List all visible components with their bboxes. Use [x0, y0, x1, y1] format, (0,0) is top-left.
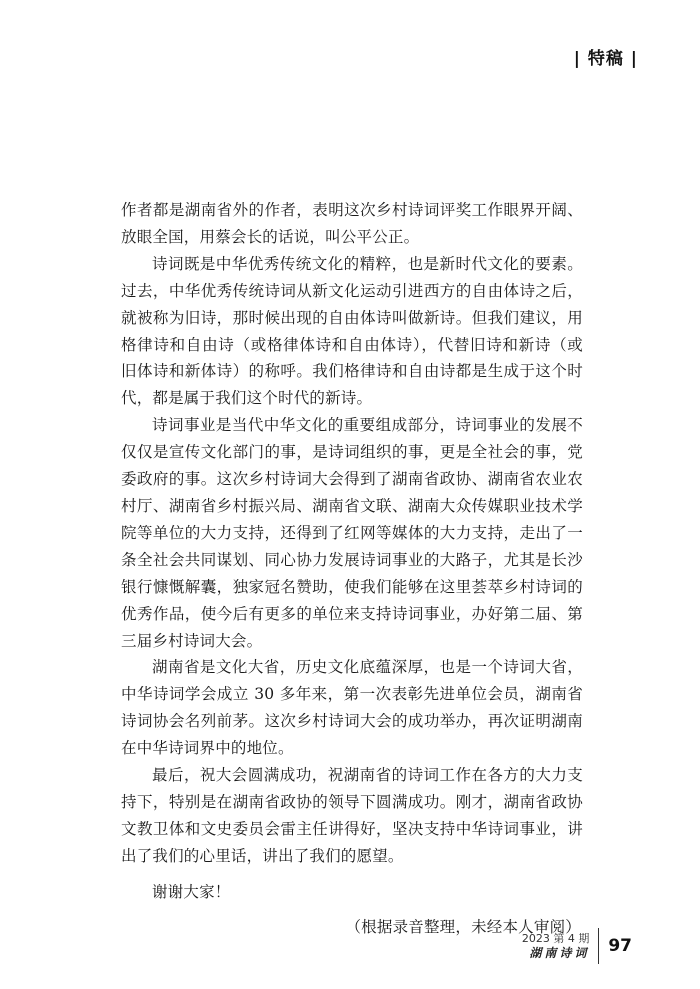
- footer-issue-block: [522, 928, 599, 964]
- journal-name: 湖南诗词: [529, 945, 590, 960]
- page-footer: [522, 928, 632, 964]
- paragraph-continued: 作者都是湖南省外的作者，表明这次乡村诗词评奖工作眼界开阔、放眼全国，用蔡会长的话说，叫公平公正。: [121, 201, 583, 246]
- article-body: [121, 197, 583, 940]
- paragraph: 湖南省是文化大省，历史文化底蕴深厚，也是一个诗词大省，中华诗词学会成立 30 多年来，第一次表彰先进单位会员，湖南省诗词协会名列前茅。这次乡村诗词大会的成功举办，再次证明湖南在中华诗词界中的地位。: [121, 658, 583, 758]
- paragraph: 诗词既是中华优秀传统文化的精粹，也是新时代文化的要素。过去，中华优秀传统诗词从新文化运动引进西方的自由体诗之后，就被称为旧诗，那时候出现的自由体诗叫做新诗。但我们建议，用格律诗和自由诗（或格律体诗和自由体诗），代替旧诗和新诗（或旧体诗和新体诗）的称呼。我们格律诗和自由诗都是生成于这个时代，都是属于我们这个时代的新诗。: [121, 254, 583, 408]
- paragraph: 最后，祝大会圆满成功，祝湖南省的诗词工作在各方的大力支持下，特别是在湖南省政协的领导下圆满成功。刚才，湖南省政协文教卫体和文史委员会雷主任讲得好，坚决支持中华诗词事业，讲出了我们的心里话，讲出了我们的愿望。: [121, 766, 583, 865]
- closing-thanks: 谢谢大家！: [152, 882, 231, 901]
- section-tag-bar-right: |: [630, 49, 638, 69]
- editor-note: （根据录音整理，未经本人审阅）: [345, 917, 581, 936]
- section-tag-bar-left: |: [573, 49, 581, 69]
- paragraph: 诗词事业是当代中华文化的重要组成部分，诗词事业的发展不仅仅是宣传文化部门的事，是诗词组织的事，更是全社会的事，党委政府的事。这次乡村诗词大会得到了湖南省政协、湖南省农业农村厅、湖南省乡村振兴局、湖南省文联、湖南大众传媒职业技术学院等单位的大力支持，还得到了红网等媒体的大力支持，走出了一条全社会共同谋划、同心协力发展诗词事业的大路子，尤其是长沙银行慷慨解囊，独家冠名赞助，使我们能够在这里荟萃乡村诗词的优秀作品，使今后有更多的单位来支持诗词事业，办好第二届、第三届乡村诗词大会。: [121, 416, 583, 650]
- section-label: 特稿: [587, 49, 624, 69]
- page-number: 97: [608, 936, 632, 956]
- issue-label: 2023 第 4 期: [521, 931, 590, 945]
- section-tag: [574, 44, 638, 69]
